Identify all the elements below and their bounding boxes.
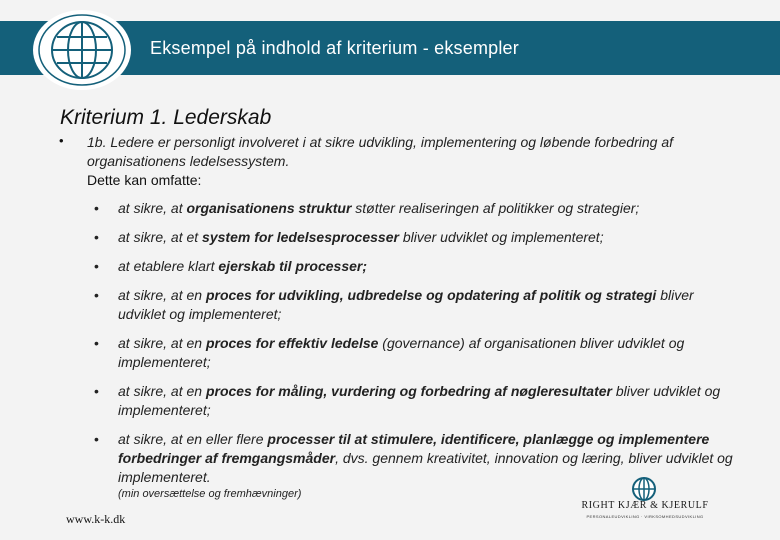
company-subtitle: PERSONALEUDVIKLING · VIRKSOMHEDSUDVIKLING	[586, 514, 704, 519]
intro-paragraph	[87, 133, 727, 190]
bullet-icon: •	[94, 200, 99, 216]
globe-logo-icon	[30, 8, 134, 92]
item-text: støtter realiseringen af politikker og strategier;	[351, 200, 640, 216]
emphasis-text: proces for måling, vurdering og forbedring af nøgleresultater	[205, 383, 612, 399]
item-text: , dvs. gennem kreativitet, innovation og læring, bliver udviklet og implementeret.	[118, 450, 733, 485]
item-text: at sikre, at	[118, 200, 187, 216]
intro-bullet: •	[59, 133, 64, 148]
emphasis-text: system for ledelsesprocesser	[202, 229, 399, 245]
bullet-icon: •	[94, 431, 99, 447]
bullet-icon: •	[94, 229, 99, 245]
criterion-heading: Kriterium 1. Lederskab	[60, 106, 272, 129]
item-text: at sikre, at en	[118, 383, 206, 399]
item-text: at sikre, at en	[118, 335, 206, 351]
intro-lead: Dette kan omfatte:	[87, 172, 202, 188]
intro-text: 1b. Ledere er personligt involveret i at sikre udvikling, implementering og løbende forbedring af organisationens ledelsessystem.	[87, 134, 673, 169]
company-globe-icon	[631, 476, 657, 502]
item-text: at sikre, at en	[118, 287, 206, 303]
item-text: at etablere klart	[118, 258, 219, 274]
emphasis-text: proces for effektiv ledelse	[205, 335, 379, 351]
item-text: bliver udviklet og implementeret;	[118, 287, 694, 322]
item-text: bliver udviklet og implementeret;	[118, 383, 721, 418]
company-logo	[580, 476, 710, 524]
bullet-icon: •	[94, 383, 99, 399]
bullet-icon: •	[94, 335, 99, 351]
criterion-list	[94, 199, 744, 497]
bullet-icon: •	[94, 287, 99, 303]
emphasis-text: organisationens struktur	[186, 200, 352, 216]
emphasis-text: processer til at stimulere, identificere, planlægge og implementere forbedringer af fremgangsmåder	[118, 431, 710, 466]
translation-note: (min oversættelse og fremhævninger)	[118, 488, 302, 500]
company-name: RIGHT KJÆR & KJERULF	[581, 500, 709, 511]
list-item	[94, 286, 744, 324]
bullet-icon: •	[94, 258, 99, 274]
item-text: at sikre, at en eller flere	[118, 431, 268, 447]
list-item	[94, 382, 744, 420]
item-text: (governance) af organisationen bliver udviklet og implementeret;	[118, 335, 685, 370]
slide-title: Eksempel på indhold af kriterium - eksempler	[150, 38, 519, 58]
emphasis-text: proces for udvikling, udbredelse og opdatering af politik og strategi	[205, 287, 657, 303]
item-text: at sikre, at et	[118, 229, 203, 245]
list-item	[94, 257, 744, 276]
website-link[interactable]: www.k-k.dk	[66, 512, 126, 526]
list-item	[94, 334, 744, 372]
list-item	[94, 199, 744, 218]
list-item	[94, 228, 744, 247]
emphasis-text: ejerskab til processer;	[218, 258, 368, 274]
item-text: bliver udviklet og implementeret;	[398, 229, 604, 245]
